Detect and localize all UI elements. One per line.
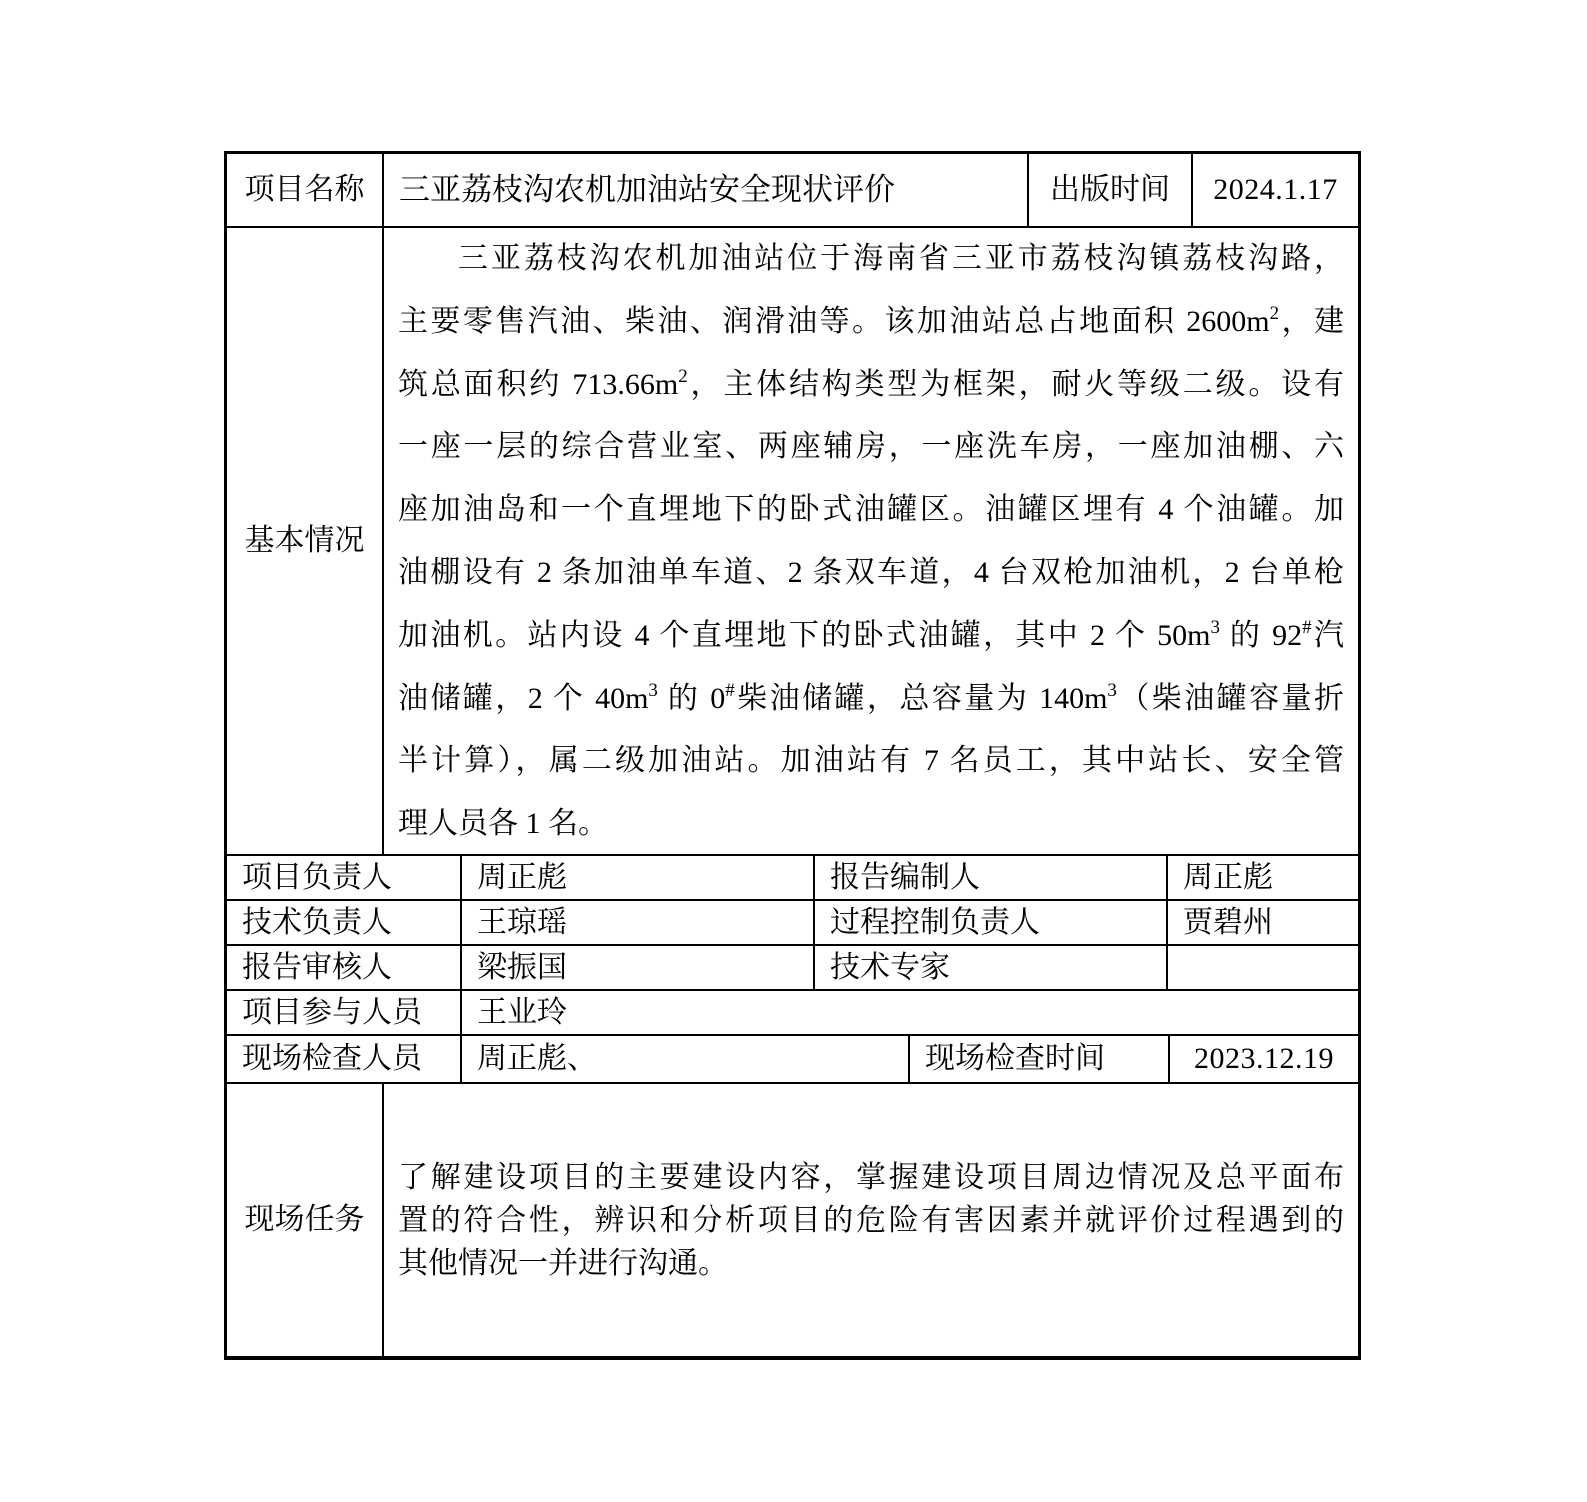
participants-value: 王业玲 <box>477 995 567 1029</box>
report-compiler-label: 报告编制人 <box>815 856 1168 899</box>
task-label: 现场任务 <box>227 1084 384 1356</box>
process-control-leader-label: 过程控制负责人 <box>815 901 1168 944</box>
superscript: # <box>1302 616 1312 638</box>
basic-info-text <box>384 228 1358 854</box>
report-reviewer-value: 梁振国 <box>462 946 815 989</box>
basic-text-line-2: 主要零售汽油、柴油、润滑油等。该加油站总占地面积 $2600m^2$，建 <box>398 302 1344 338</box>
people-row-2 <box>227 901 1358 946</box>
project-title: 三亚荔枝沟农机加油站安全现状评价 <box>384 154 1029 226</box>
technical-expert-label: 技术专家 <box>815 946 1168 989</box>
task-text-line-1: 了解建设项目的主要建设内容，掌握建设项目周边情况及总平面布 <box>398 1160 1344 1194</box>
superscript: 2 <box>678 365 688 387</box>
inspection-personnel-label: 现场检查人员 <box>227 1036 462 1082</box>
report-reviewer-label: 报告审核人 <box>227 946 462 989</box>
basic-text-line-3: 筑总面积约 $713.66m^2$，主体结构类型为框架，耐火等级二级。设有 <box>398 365 1344 401</box>
inspection-time-label: 现场检查时间 <box>910 1036 1170 1082</box>
task-text <box>384 1084 1358 1356</box>
inspection-time-value: 2023.12.19 <box>1194 1042 1334 1075</box>
project-leader-value: 周正彪 <box>462 856 815 899</box>
process-control-leader-value: 贾碧州 <box>1183 905 1273 939</box>
technical-leader-label: 技术负责人 <box>227 901 462 944</box>
basic-text-line-1: 三亚荔枝沟农机加油站位于海南省三亚市荔枝沟镇荔枝沟路， <box>458 242 1344 275</box>
task-text-line-2: 置的符合性，辨识和分析项目的危险有害因素并就评价过程遇到的 <box>398 1203 1344 1237</box>
basic-info-label: 基本情况 <box>227 228 384 854</box>
inspection-row <box>227 1036 1358 1084</box>
inspection-personnel-value: 周正彪、 <box>462 1036 910 1082</box>
people-row-3 <box>227 946 1358 991</box>
basic-info-row <box>227 228 1358 856</box>
report-compiler-value: 周正彪 <box>1183 860 1273 894</box>
task-row <box>227 1084 1358 1356</box>
basic-text-line-10: 理人员各 1 名。 <box>398 807 608 841</box>
project-leader-label: 项目负责人 <box>227 856 462 899</box>
people-row-1 <box>227 856 1358 901</box>
publish-date-value: 2024.1.17 <box>1213 173 1338 206</box>
basic-text-line-6: 油棚设有 2 条加油单车道、2 条双车道，4 台双枪加油机，2 台单枪 <box>398 555 1344 589</box>
technical-leader-value: 王琼瑶 <box>462 901 815 944</box>
project-name-label: 项目名称 <box>227 154 384 226</box>
publish-time-label: 出版时间 <box>1029 154 1193 226</box>
task-text-line-3: 其他情况一并进行沟通。 <box>398 1246 728 1280</box>
project-info-table <box>224 151 1361 1360</box>
superscript: 2 <box>1269 302 1280 324</box>
basic-text-line-4: 一座一层的综合营业室、两座辅房，一座洗车房，一座加油棚、六 <box>398 430 1344 464</box>
superscript: 3 <box>1107 679 1117 701</box>
basic-text-line-8: 油储罐，2 个 $40m^3$ 的 0#柴油储罐，总容量为 $140m^3$（柴油罐容量折 <box>398 679 1344 715</box>
superscript: 3 <box>1210 616 1221 638</box>
basic-text-line-5: 座加油岛和一个直埋地下的卧式油罐区。油罐区埋有 4 个油罐。加 <box>398 493 1344 527</box>
technical-expert-value <box>1168 946 1358 989</box>
basic-text-line-7: 加油机。站内设 4 个直埋地下的卧式油罐，其中 2 个 $50m^3$ 的 92#汽 <box>398 616 1344 652</box>
basic-text-line-9: 半计算），属二级加油站。加油站有 7 名员工，其中站长、安全管 <box>398 744 1344 778</box>
superscript: # <box>725 679 735 701</box>
header-row <box>227 154 1358 228</box>
participants-row <box>227 991 1358 1036</box>
superscript: 3 <box>648 679 658 701</box>
participants-label: 项目参与人员 <box>227 991 462 1034</box>
